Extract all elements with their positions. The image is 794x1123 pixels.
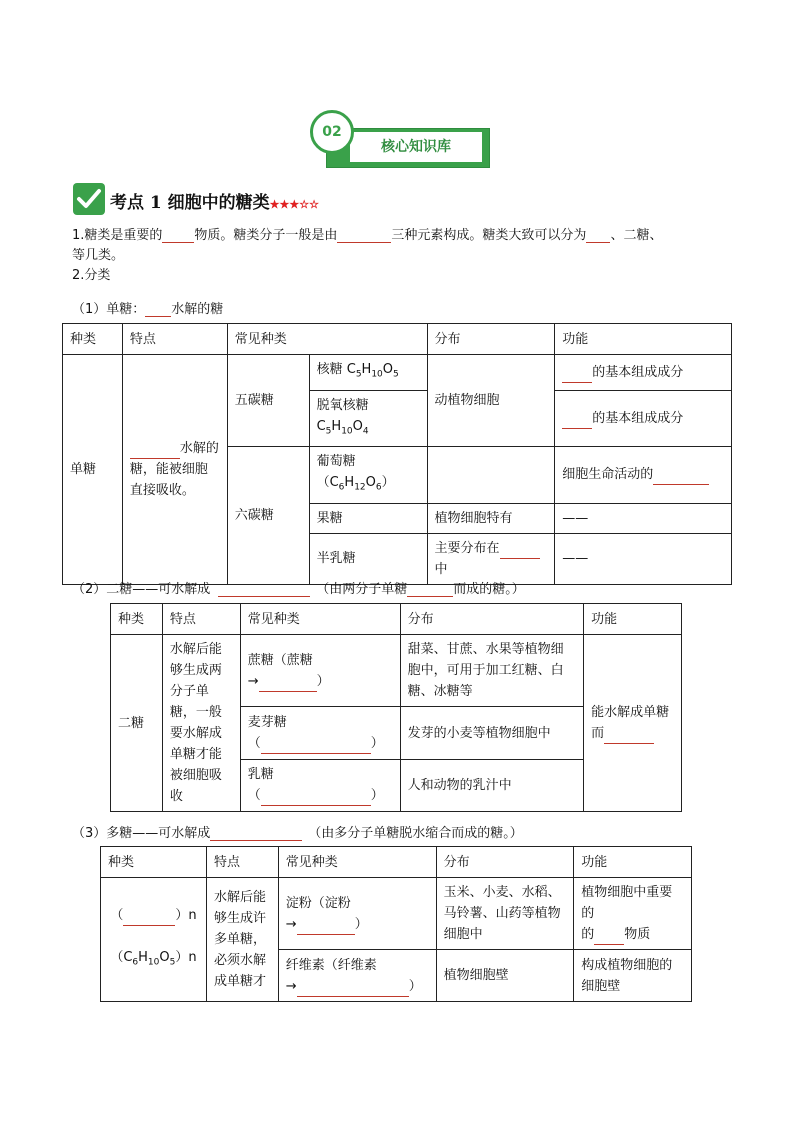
badge-label: 核心知识库 (350, 132, 482, 162)
dist-cell: 玉米、小麦、水稻、马铃薯、山药等植物细胞中 (436, 878, 574, 950)
di-table (110, 603, 682, 812)
galactose-cell: 半乳糖 (309, 533, 427, 584)
col-header: 分布 (427, 324, 555, 355)
poly-table (100, 846, 692, 1002)
six-carbon-cell: 六碳糖 (227, 447, 309, 585)
dist-cell: 甜菜、甘蔗、水果等植物细胞中，可用于加工红糖、白糖、冰糖等 (400, 635, 583, 707)
col-header: 种类 (111, 604, 163, 635)
ribose-cell: 核糖 $C_5H_{10}O_5$ (309, 355, 427, 391)
dist-cell (427, 447, 555, 504)
trait-cell: 水解的糖，能被细胞直接吸收。 (122, 355, 227, 585)
sucrose-cell: 蔗糖（蔗糖 → ） (240, 635, 400, 707)
section-title: 考点 1 细胞中的糖类★★★☆☆ (110, 193, 319, 213)
col-header: 特点 (122, 324, 227, 355)
col-header: 功能 (574, 847, 692, 878)
col-header: 分布 (400, 604, 583, 635)
func-cell: 的基本组成成分 (555, 355, 732, 391)
mono-table (62, 323, 732, 585)
dist-cell: 主要分布在 中 (427, 533, 555, 584)
maltose-cell: 麦芽糖 （ ） (240, 707, 400, 759)
starch-cell: 淀粉（淀粉 → ） (278, 878, 436, 950)
trait-cell: 水解后能够生成许多单糖，必须水解成单糖才 (206, 878, 278, 1002)
func-cell: —— (555, 533, 732, 584)
func-cell: 的基本组成成分 (555, 390, 732, 447)
dist-cell: 发芽的小麦等植物细胞中 (400, 707, 583, 759)
badge-number: 02 (310, 110, 354, 154)
func-cell: 细胞生命活动的 (555, 447, 732, 504)
col-header: 常见种类 (240, 604, 400, 635)
dist-cell: 植物细胞特有 (427, 503, 555, 533)
col-header: 种类 (101, 847, 207, 878)
dist-cell: 动植物细胞 (427, 355, 555, 447)
func-cell: 植物细胞中重要的 的 物质 (574, 878, 692, 950)
intro-line-2: 等几类。 (72, 248, 125, 263)
intro-line-3: 2.分类 (72, 268, 111, 283)
kind-cell: 二糖 (111, 635, 163, 812)
col-header: 常见种类 (227, 324, 427, 355)
poly-heading: （3）多糖——可水解成 （由多分子单糖脱水缩合而成的糖。） (72, 826, 523, 841)
di-heading: （2）二糖——可水解成 （由两分子单糖 而成的糖。） (72, 582, 525, 597)
five-carbon-cell: 五碳糖 (227, 355, 309, 447)
col-header: 特点 (162, 604, 240, 635)
trait-cell: 水解后能够生成两分子单糖，一般要水解成单糖才能被细胞吸收 (162, 635, 240, 812)
col-header: 功能 (555, 324, 732, 355)
col-header: 种类 (63, 324, 123, 355)
rating-stars: ★★★☆☆ (269, 198, 319, 211)
lactose-cell: 乳糖 （ ） (240, 759, 400, 811)
mono-heading: （1）单糖： 水解的糖 (72, 302, 224, 317)
func-cell: 能水解成单糖而 (584, 635, 682, 812)
glucose-cell: 葡萄糖$(C_6H_{12}O_6)$ (309, 447, 427, 504)
intro-line-1: 1.糖类是重要的 物质。糖类分子一般是由 三种元素构成。糖类大致可以分为 、二糖、 (72, 228, 663, 243)
fructose-cell: 果糖 (309, 503, 427, 533)
col-header: 功能 (584, 604, 682, 635)
checkmark-icon (73, 183, 105, 215)
col-header: 分布 (436, 847, 574, 878)
dist-cell: 植物细胞壁 (436, 950, 574, 1002)
kind-cell: 单糖 (63, 355, 123, 585)
deoxyribose-cell: 脱氧核糖 $C_5H_{10}O_4$ (309, 390, 427, 447)
col-header: 常见种类 (278, 847, 436, 878)
func-cell: —— (555, 503, 732, 533)
dist-cell: 人和动物的乳汁中 (400, 759, 583, 811)
func-cell: 构成植物细胞的细胞壁 (574, 950, 692, 1002)
kind-cell: （ ）n $(C_6H_{10}O_5)n$ (101, 878, 207, 1002)
cellulose-cell: 纤维素（纤维素 → ） (278, 950, 436, 1002)
col-header: 特点 (206, 847, 278, 878)
